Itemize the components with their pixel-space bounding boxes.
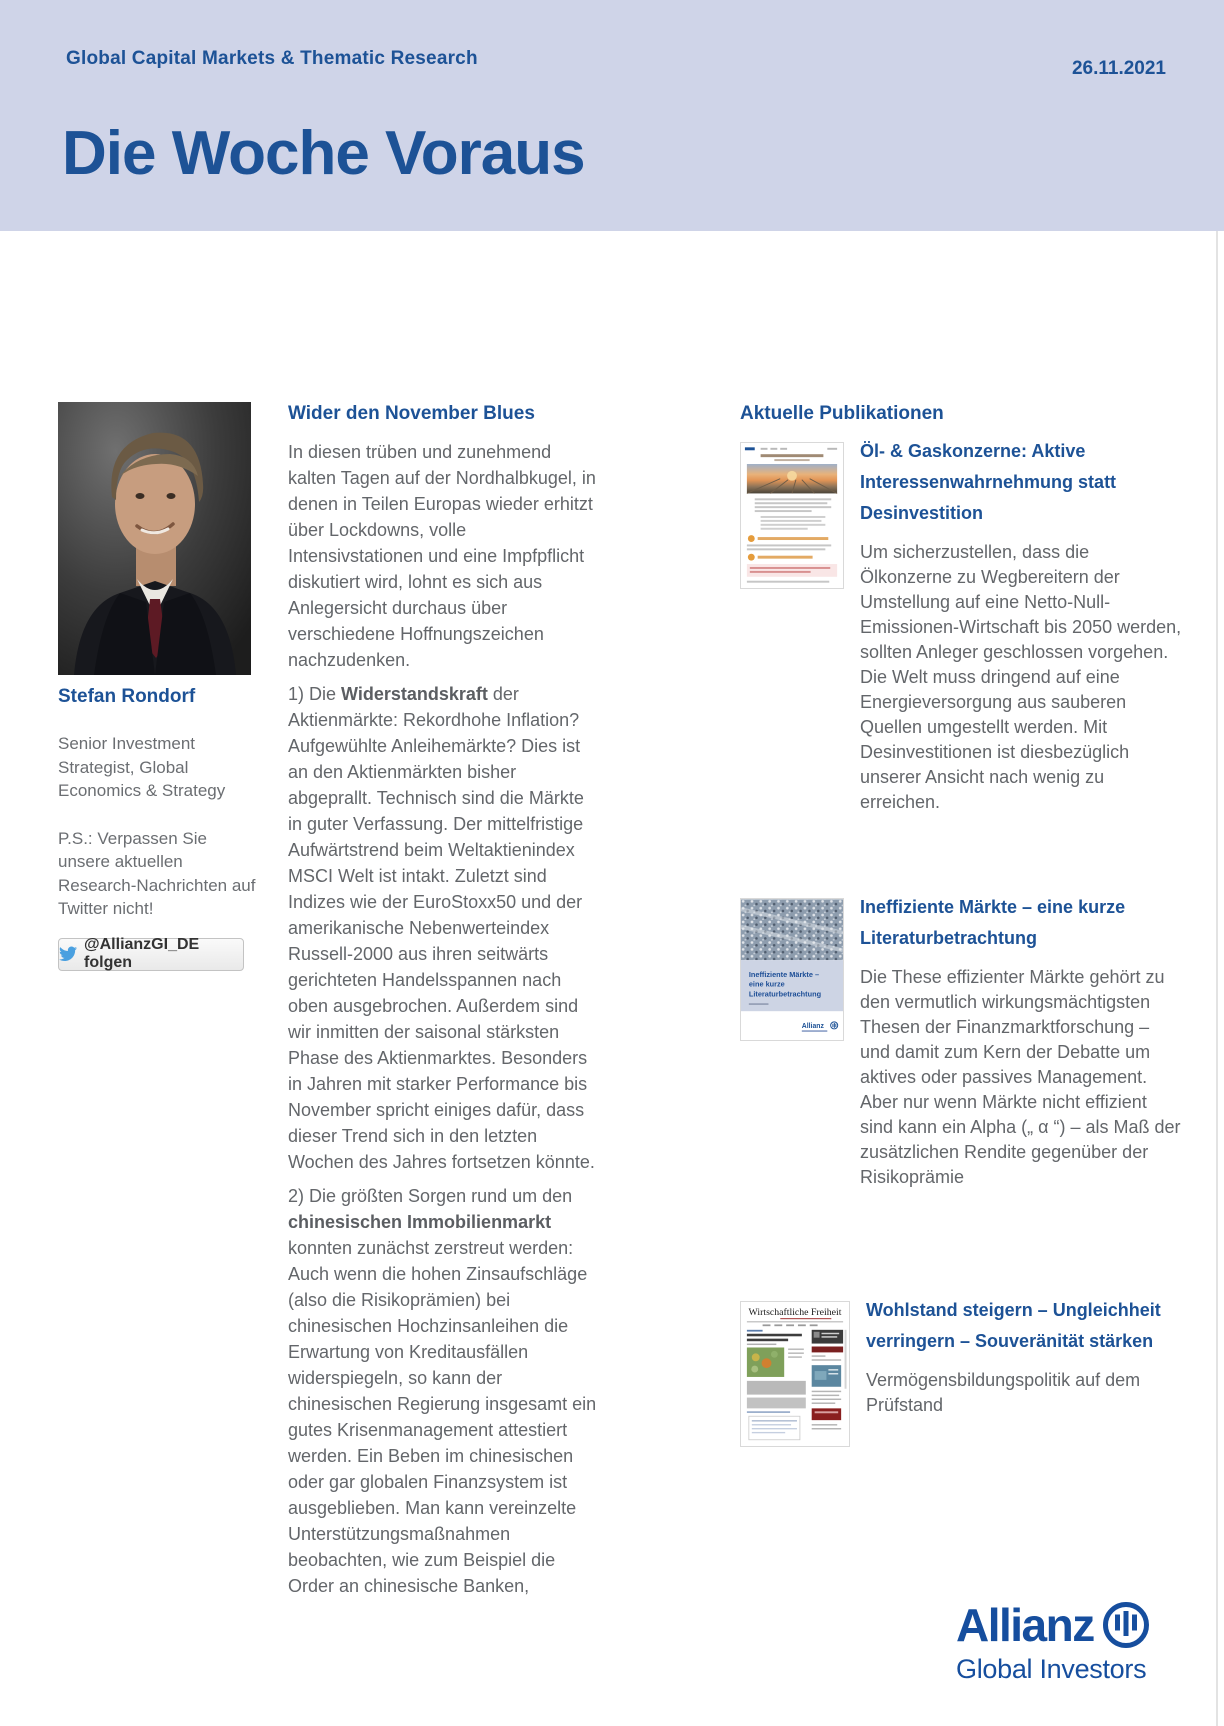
author-photo bbox=[58, 402, 251, 675]
article-heading: Wider den November Blues bbox=[288, 403, 535, 424]
global-investors-wordmark: Global Investors bbox=[956, 1654, 1147, 1684]
publication-summary-oil-gas: Um sicherzustellen, dass die Ölkonzerne zu Wegbereitern der Umstellung auf eine Netto-Null-Emissionen-Wirtschaft bis 2050 werden, sollten Anleger geschlossen vorgehen. Die Welt muss dringend auf eine Energieversorgung aus sauberen Quellen umgestellt werden. Mit Desinvestitionen ist diesbezüglich unserer Ansicht nach wenig zu erreichen. bbox=[860, 542, 1182, 812]
publication-text-wohlstand bbox=[866, 1301, 1188, 1447]
author-name: Stefan Rondorf bbox=[58, 686, 196, 707]
page-title: Die Woche Voraus bbox=[62, 119, 585, 188]
publication-title-wohlstand[interactable]: Wohlstand steigern – Ungleichheit verringern – Souveränität stärken bbox=[866, 1300, 1161, 1351]
publication-item-inefficient-markets bbox=[740, 898, 1182, 1190]
publication-title-inefficient-markets[interactable]: Ineffiziente Märkte – eine kurze Literaturbetrachtung bbox=[860, 897, 1126, 948]
footer-logo bbox=[956, 1598, 1170, 1685]
author-column bbox=[58, 402, 258, 971]
publication-summary-inefficient-markets: Die These effizienter Märkte gehört zu den vermutlich wirkungsmächtigsten Thesen der Finanzmarktforschung – und damit zum Kern der Debatte um aktives oder passives Management. Aber nur wenn Märkte nicht effizient sind kann ein Alpha („ α “) – als Maß der zusätzlichen Rendite gegenüber der Risikoprämie bbox=[860, 967, 1181, 1187]
publication-text-inefficient-markets bbox=[860, 898, 1182, 1190]
publication-thumbnail-wohlstand[interactable] bbox=[740, 1301, 850, 1447]
header-category: Global Capital Markets & Thematic Research bbox=[66, 48, 478, 69]
svg-text:Wirtschaftliche Freiheit: Wirtschaftliche Freiheit bbox=[748, 1307, 842, 1319]
author-ps-note: P.S.: Verpassen Sie unsere aktuellen Research-Nachrichten auf Twitter nicht! bbox=[58, 828, 256, 918]
svg-text:eine kurze: eine kurze bbox=[748, 979, 785, 989]
publication-item-wohlstand bbox=[740, 1301, 1188, 1447]
publication-thumbnail-inefficient-markets[interactable] bbox=[740, 898, 844, 1041]
twitter-bird-icon bbox=[59, 946, 77, 962]
header-banner bbox=[0, 0, 1224, 231]
article-body: In diesen trüben und zunehmend kalten Tagen auf der Nordhalbkugel, in denen in Teilen Europas wieder erhitzt über Lockdowns, volle Intensivstationen und eine Impfpflicht diskutiert wird, lohnt es sich aus Anlegersicht durchaus über verschiedene Hoffnungszeichen nachzudenken. 1) Die Widerstandskraft der Aktienmärkte: Rekordhohe Inflation? Aufgewühlte Anleihemärkte? Dies ist an den Aktienmärkten bisher abgeprallt. Technisch sind die Märkte in guter Verfassung. Der mittelfristige Aufwärtstrend beim Weltaktienindex MSCI Welt ist intakt. Zuletzt sind Indizes wie der EuroStoxx50 und der amerikanische Nebenwerteindex Russell-2000 aus ihren seitwärts gerichteten Handelsspannen nach oben ausgebrochen. Außerdem sind wir inmitten der saisonal stärksten Phase des Aktienmarktes. Besonders in Jahren mit starker Performance bis November spricht einiges dafür, dass dieser Trend sich in den letzten Wochen des Jahres fortsetzen könnte. 2) Die größten Sorgen rund um den chinesischen Immobilienmarkt konnten zunächst zerstreut werden: Auch wenn die hohen Zinsaufschläge (also die Risikoprämien) bei chinesischen Hochzinsanleihen die Erwartung von Kreditausfällen widerspiegeln, so kann der chinesischen Regierung insgesamt ein gutes Krisenmanagement attestiert werden. Ein Beben im chinesischen oder gar globalen Finanzsystem ist ausgeblieben. Man kann vereinzelte Unterstützungsmaßnahmen beobachten, wie zum Beispiel die Order an chinesische Banken, bbox=[288, 442, 597, 1596]
publication-thumbnail-oil-gas[interactable] bbox=[740, 442, 844, 589]
svg-text:Allianz: Allianz bbox=[801, 1022, 824, 1030]
publication-text-oil-gas bbox=[860, 442, 1182, 815]
header-date: 26.11.2021 bbox=[1071, 58, 1166, 79]
publications-column bbox=[740, 403, 1190, 1415]
allianz-emblem-icon bbox=[1102, 1601, 1150, 1649]
publication-summary-wohlstand: Vermögensbildungspolitik auf dem Prüfstand bbox=[866, 1370, 1141, 1415]
svg-text:Literaturbetrachtung: Literaturbetrachtung bbox=[748, 989, 822, 999]
publication-item-oil-gas bbox=[740, 442, 1182, 815]
publications-heading: Aktuelle Publikationen bbox=[740, 403, 944, 424]
article-column bbox=[288, 403, 598, 1607]
page-edge-line bbox=[1216, 231, 1218, 1726]
publication-title-oil-gas[interactable]: Öl- & Gaskonzerne: Aktive Interessenwahrnehmung statt Desinvestition bbox=[860, 441, 1117, 523]
svg-text:Ineffiziente Märkte –: Ineffiziente Märkte – bbox=[748, 969, 820, 979]
author-role: Senior Investment Strategist, Global Economics & Strategy bbox=[58, 734, 226, 800]
twitter-follow-button[interactable] bbox=[58, 938, 244, 971]
twitter-button-label: @AllianzGI_DE folgen bbox=[84, 936, 200, 971]
allianz-wordmark: Allianz bbox=[956, 1599, 1094, 1651]
